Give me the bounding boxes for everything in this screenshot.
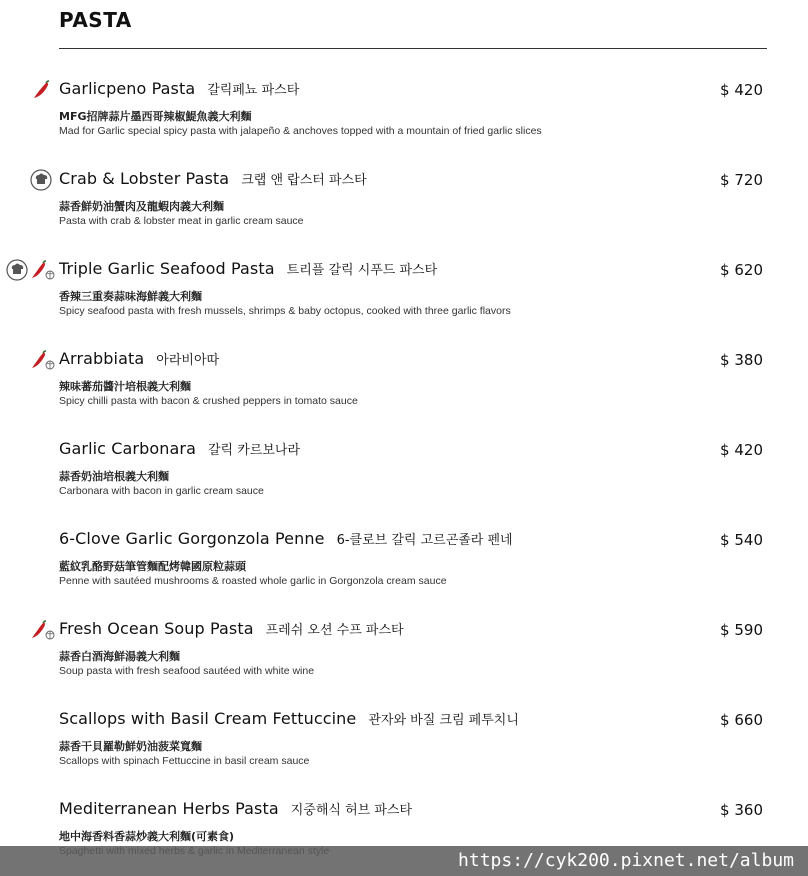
chef-hat-icon xyxy=(6,259,28,281)
item-name-row xyxy=(59,349,219,368)
item-description: Scallops with spinach Fettuccine in basil cream sauce xyxy=(59,755,310,767)
item-name: Triple Garlic Seafood Pasta xyxy=(59,259,275,278)
item-icons xyxy=(6,259,56,281)
item-name-row xyxy=(59,799,412,818)
item-name-row xyxy=(59,529,513,548)
chili-garlic-icon xyxy=(30,349,56,371)
item-price: $ 360 xyxy=(720,801,763,819)
chili-garlic-icon xyxy=(30,259,56,281)
divider xyxy=(59,48,767,49)
item-korean-name: 갈릭페뇨 파스타 xyxy=(207,83,300,98)
item-price: $ 540 xyxy=(720,531,763,549)
item-icons xyxy=(30,619,56,641)
item-price: $ 720 xyxy=(720,171,763,189)
item-icons xyxy=(30,169,52,191)
menu-item xyxy=(0,163,808,243)
item-description: Penne with sautéed mushrooms & roasted whole garlic in Gorgonzola cream sauce xyxy=(59,575,447,587)
item-chinese-name: MFG招牌蒜片墨西哥辣椒鯷魚義大利麵 xyxy=(59,110,252,123)
item-description: Pasta with crab & lobster meat in garlic cream sauce xyxy=(59,215,304,227)
item-chinese-name: 蒜香白酒海鮮湯義大利麵 xyxy=(59,650,180,663)
item-icons xyxy=(30,349,56,371)
item-description: Spicy seafood pasta with fresh mussels, shrimps & baby octopus, cooked with three garlic flavors xyxy=(59,305,511,317)
section-title: PASTA xyxy=(59,8,132,32)
menu-item xyxy=(0,523,808,603)
item-name-row xyxy=(59,169,367,188)
item-price: $ 420 xyxy=(720,441,763,459)
item-price: $ 660 xyxy=(720,711,763,729)
item-name-row xyxy=(59,709,519,728)
item-icons xyxy=(30,79,52,101)
item-name: Crab & Lobster Pasta xyxy=(59,169,230,188)
item-name: Scallops with Basil Cream Fettuccine xyxy=(59,709,357,728)
chili-icon xyxy=(30,79,52,101)
item-description: Carbonara with bacon in garlic cream sauce xyxy=(59,485,264,497)
item-korean-name: 아라비아따 xyxy=(156,353,220,368)
item-description: Soup pasta with fresh seafood sautéed with white wine xyxy=(59,665,315,677)
item-name: Fresh Ocean Soup Pasta xyxy=(59,619,254,638)
item-chinese-name: 地中海香料香蒜炒義大利麵(可素食) xyxy=(59,830,235,843)
item-name-row xyxy=(59,439,300,458)
item-chinese-name: 蒜香干貝羅勒鮮奶油菠菜寬麵 xyxy=(59,740,202,753)
item-korean-name: 관자와 바질 크림 페투치니 xyxy=(368,713,519,728)
item-name: 6-Clove Garlic Gorgonzola Penne xyxy=(59,529,325,548)
item-chinese-name: 藍紋乳酪野菇筆管麵配烤韓國原粒蒜頭 xyxy=(59,560,246,573)
item-chinese-name: 蒜香鮮奶油蟹肉及龍蝦肉義大利麵 xyxy=(59,200,224,213)
item-price: $ 620 xyxy=(720,261,763,279)
watermark: https://cyk200.pixnet.net/album xyxy=(0,846,808,876)
item-korean-name: 트리플 갈릭 시푸드 파스타 xyxy=(286,263,438,278)
menu-item xyxy=(0,343,808,423)
menu-item xyxy=(0,73,808,153)
item-price: $ 380 xyxy=(720,351,763,369)
item-korean-name: 프레쉬 오션 수프 파스타 xyxy=(265,623,404,638)
item-chinese-name: 蒜香奶油培根義大利麵 xyxy=(59,470,169,483)
item-name: Garlic Carbonara xyxy=(59,439,196,458)
item-korean-name: 갈릭 카르보나라 xyxy=(207,443,301,458)
menu-item xyxy=(0,253,808,333)
item-price: $ 590 xyxy=(720,621,763,639)
item-description: Spicy chilli pasta with bacon & crushed peppers in tomato sauce xyxy=(59,395,358,407)
item-name-row xyxy=(59,259,437,278)
chef-hat-icon xyxy=(30,169,52,191)
item-korean-name: 크랩 앤 랍스터 파스타 xyxy=(241,173,367,188)
item-description: Mad for Garlic special spicy pasta with jalapeño & anchoves topped with a mountain of fried garlic slices xyxy=(59,125,542,137)
chili-garlic-icon xyxy=(30,619,56,641)
item-chinese-name: 香辣三重奏蒜味海鮮義大利麵 xyxy=(59,290,202,303)
item-price: $ 420 xyxy=(720,81,763,99)
menu-item xyxy=(0,703,808,783)
item-name: Mediterranean Herbs Pasta xyxy=(59,799,279,818)
item-chinese-name: 辣味蕃茄醬汁培根義大利麵 xyxy=(59,380,191,393)
menu-item xyxy=(0,613,808,693)
menu-item xyxy=(0,433,808,513)
item-korean-name: 지중해식 허브 파스타 xyxy=(290,803,413,818)
item-name: Garlicpeno Pasta xyxy=(59,79,196,98)
item-name: Arrabbiata xyxy=(59,349,145,368)
item-korean-name: 6-클로브 갈릭 고르곤졸라 펜네 xyxy=(336,533,513,548)
item-name-row xyxy=(59,619,404,638)
item-name-row xyxy=(59,79,299,98)
